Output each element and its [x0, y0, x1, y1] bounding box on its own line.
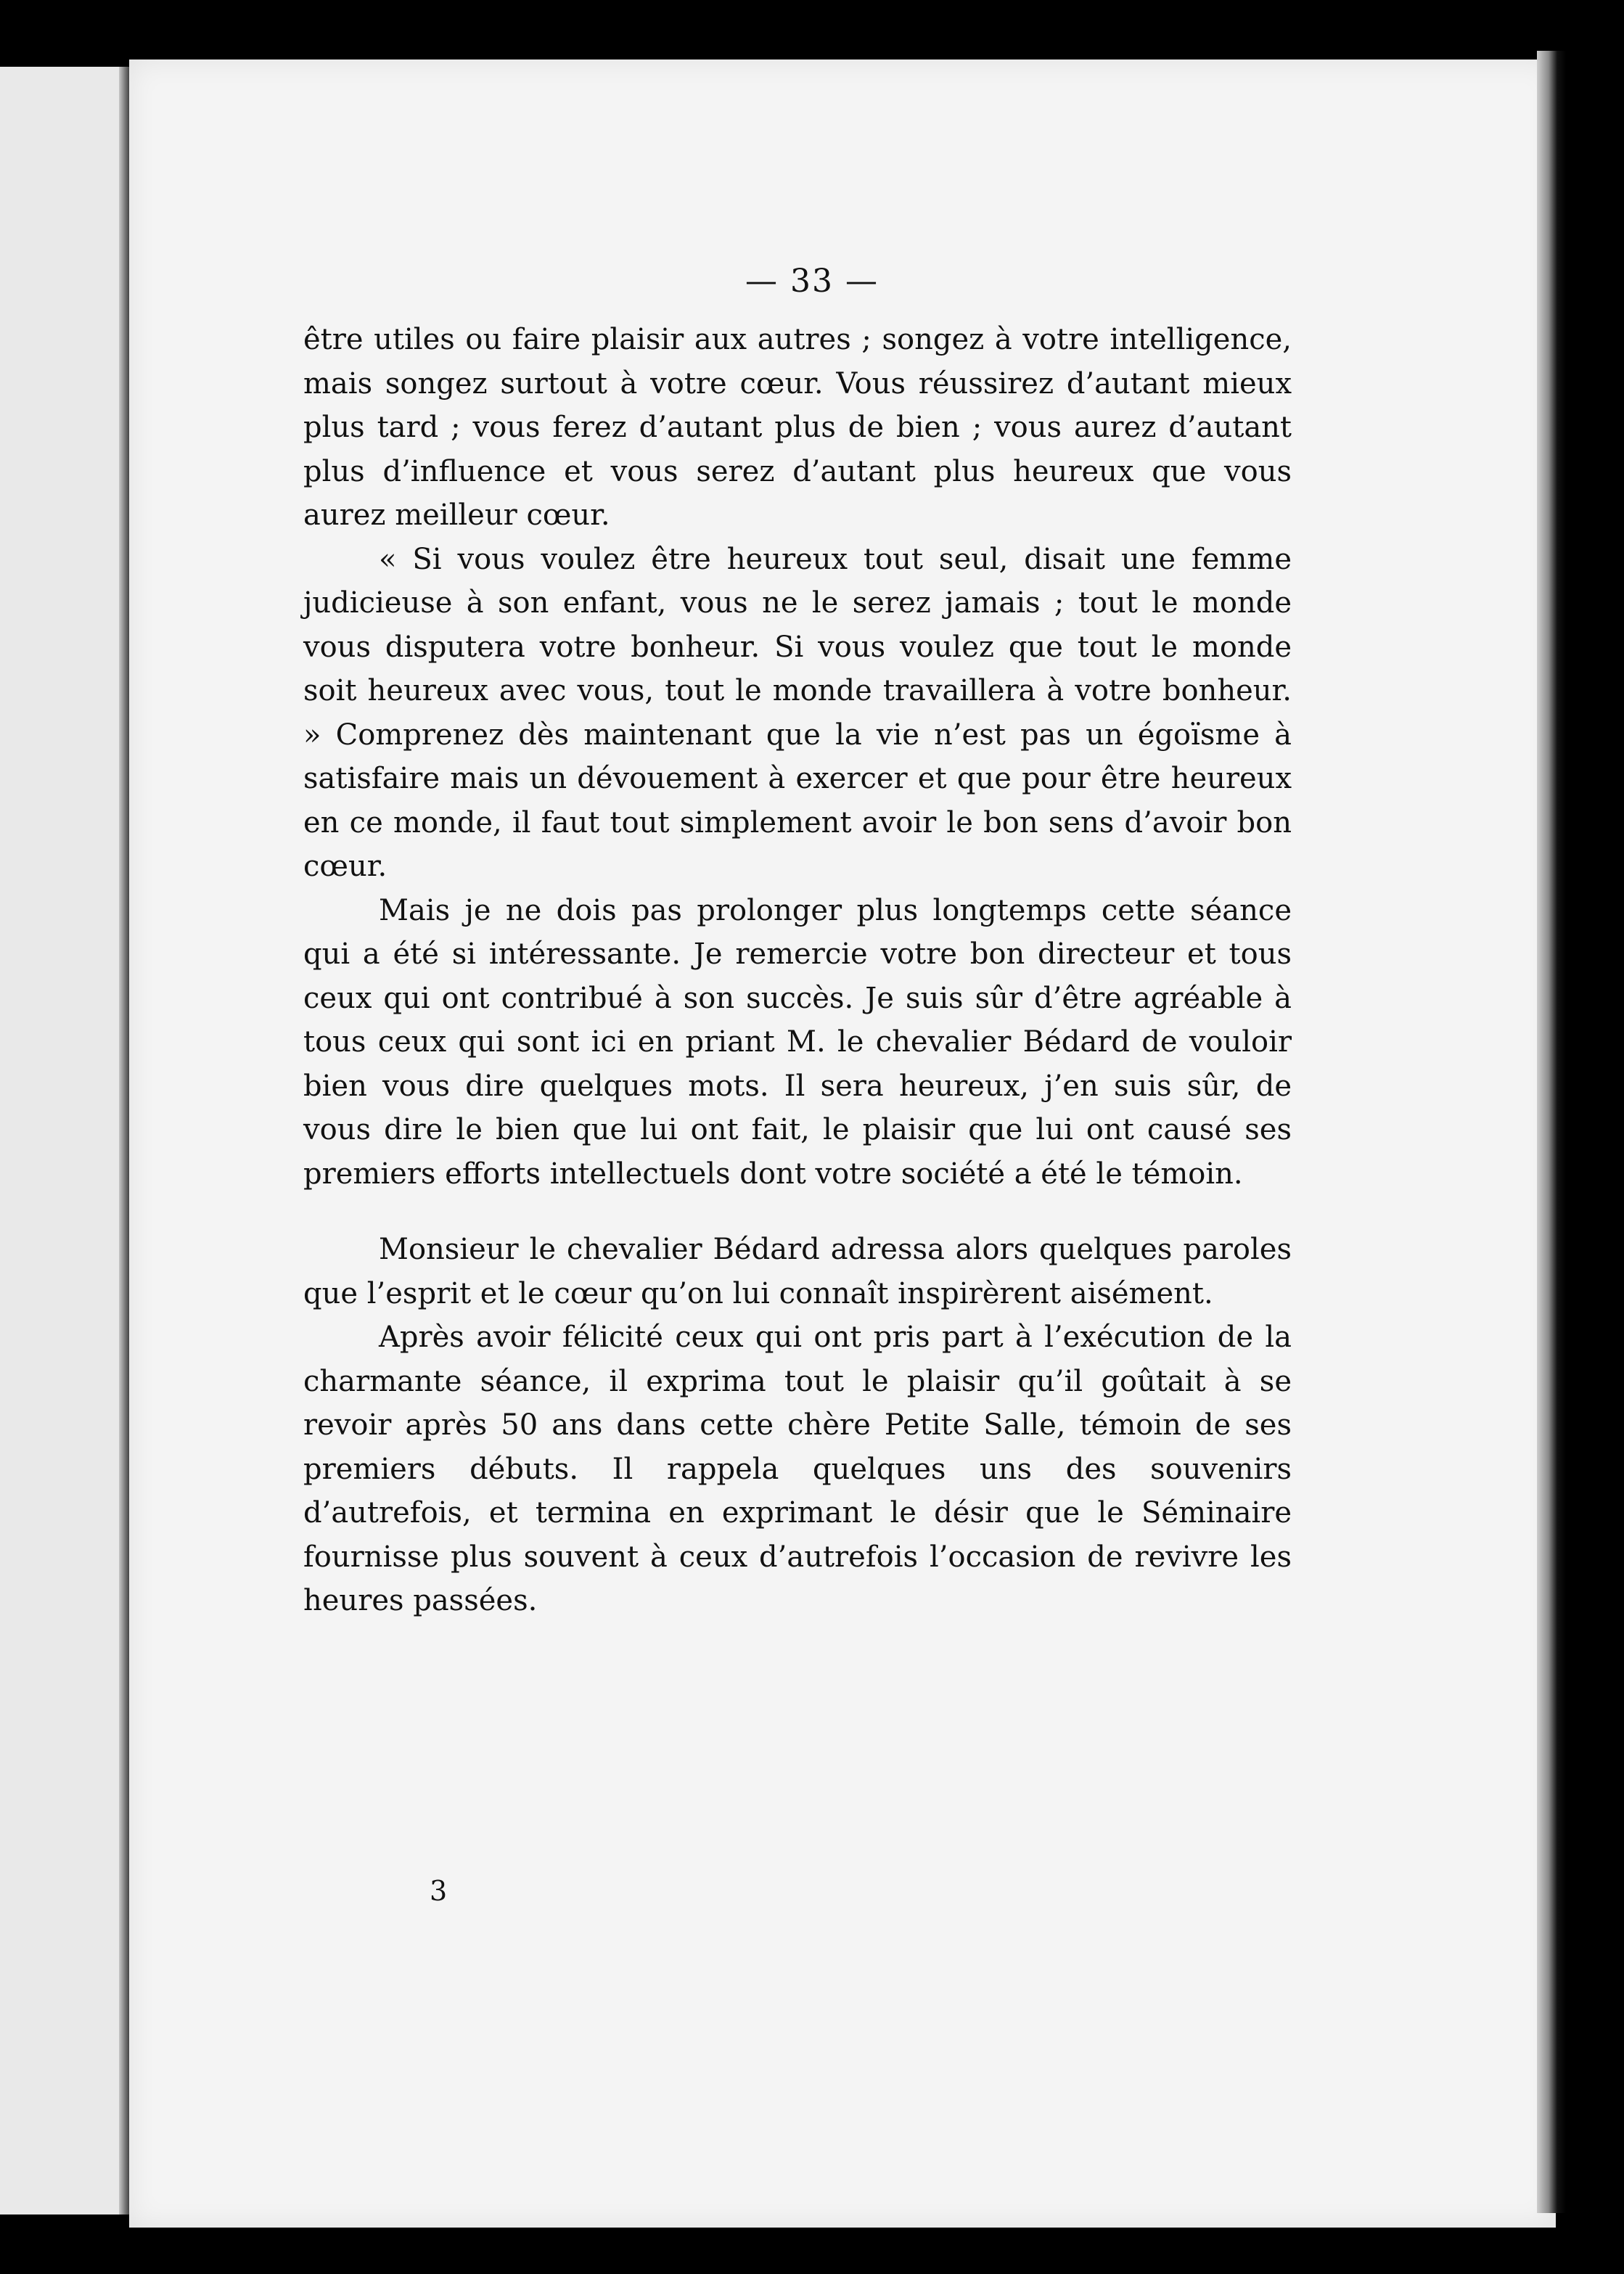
facing-page-edge [0, 67, 129, 2215]
paragraph: Après avoir félicité ceux qui ont pris part à l’exécution de la charmante séance, il exprima tout le plaisir qu’il goûtait à se revoir après 50 ans dans cette chère Petite Salle, témoin de ses premiers débuts. Il rappela quelques uns des souvenirs d’autrefois, et termina en exprimant le désir que le Séminaire fournisse plus souvent à ceux d’autrefois l’occasion de revivre les heures passées. [303, 1321, 1292, 1617]
paragraph: « Si vous voulez être heureux tout seul, disait une femme judicieuse à son enfant, vous ne le serez jamais ; tout le monde vous disputera votre bonheur. Si vous voulez que tout le monde soit heureux avec vous, tout le monde travaillera à votre bonheur. » Comprenez dès maintenant que la vie n’est pas un égoïsme à satisfaire mais un dévouement à exercer et que pour être heureux en ce monde, il faut tout simplement avoir le bon sens d’avoir bon cœur. [303, 542, 1292, 883]
paragraph: Mais je ne dois pas prolonger plus longtemps cette séance qui a été si intéressante. Je remercie votre bon directeur et tous ceux qui ont contribué à son succès. Je suis sûr d’être agréable à tous ceux qui sont ici en priant M. le chevalier Bédard de vouloir bien vous dire quelques mots. Il sera heureux, j’en suis sûr, de vous dire le bien que lui ont fait, le plaisir que lui ont causé ses premiers efforts intellectuels dont votre société a été le témoin. [303, 893, 1292, 1191]
page-number: — 33 — [745, 263, 879, 300]
body-text [303, 318, 1292, 1623]
page-edge-shadow [1537, 51, 1566, 2213]
signature-mark: 3 [430, 1875, 448, 1907]
paragraph: être utiles ou faire plaisir aux autres ; songez à votre intelligence, mais songez surtout à votre cœur. Vous réussirez d’autant mieux plus tard ; vous ferez d’autant plus de bien ; vous aurez d’autant plus d’influence et vous serez d’autant plus heureux que vous aurez meilleur cœur. [303, 323, 1292, 532]
paragraph: Monsieur le chevalier Bédard adressa alors quelques paroles que l’esprit et le cœur qu’on lui connaît inspirèrent aisément. [303, 1233, 1292, 1310]
